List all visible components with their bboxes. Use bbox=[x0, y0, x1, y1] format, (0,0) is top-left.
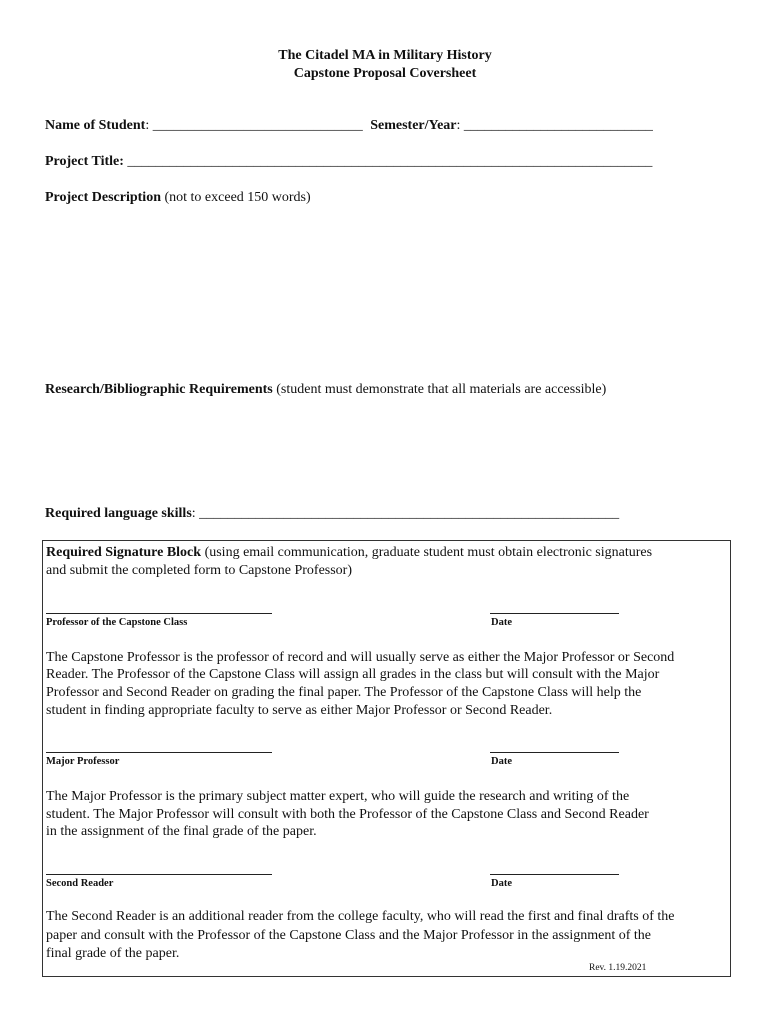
major-professor-signature-line[interactable] bbox=[46, 752, 272, 753]
major-professor-label: Major Professor bbox=[46, 756, 120, 767]
form-title: The Citadel MA in Military History bbox=[278, 48, 492, 63]
student-name-label: Name of Student bbox=[45, 118, 146, 133]
research-requirements-label: Research/Bibliographic Requirements bbox=[45, 382, 273, 397]
capstone-professor-signature-line[interactable] bbox=[46, 613, 272, 614]
semester-year-field[interactable]: : ___________________________ bbox=[456, 118, 653, 133]
capstone-professor-desc-2: Reader. The Professor of the Capstone Class will assign all grades in the class but will consult with the Major bbox=[46, 667, 660, 682]
signature-block-instructions-2: and submit the completed form to Capstone Professor) bbox=[46, 563, 352, 578]
second-reader-label: Second Reader bbox=[46, 878, 114, 889]
language-skills-row bbox=[45, 506, 619, 522]
signature-block bbox=[42, 540, 731, 977]
research-requirements-note: (student must demonstrate that all materials are accessible) bbox=[272, 382, 607, 397]
project-title-label: Project Title: bbox=[45, 154, 124, 169]
second-reader-date-line[interactable] bbox=[490, 874, 619, 875]
project-description-note: (not to exceed 150 words) bbox=[160, 190, 311, 205]
capstone-professor-desc-3: Professor and Second Reader on grading the final paper. The Professor of the Capstone Class will help the bbox=[46, 685, 642, 700]
signature-block-heading-line bbox=[46, 544, 652, 562]
capstone-professor-label: Professor of the Capstone Class bbox=[46, 617, 188, 628]
student-name-field[interactable]: : ______________________________ bbox=[145, 118, 363, 133]
student-name-row bbox=[45, 118, 653, 134]
second-reader-date-label: Date bbox=[491, 878, 512, 889]
second-reader-desc-2: paper and consult with the Professor of the Capstone Class and the Major Professor in the assignment of the bbox=[46, 928, 651, 943]
project-title-row bbox=[45, 154, 652, 170]
capstone-professor-date-line[interactable] bbox=[490, 613, 619, 614]
capstone-professor-date-label: Date bbox=[491, 617, 512, 628]
project-title-field[interactable]: ___________________________________________________________________________ bbox=[123, 154, 653, 169]
second-reader-signature-line[interactable] bbox=[46, 874, 272, 875]
revision-date: Rev. 1.19.2021 bbox=[589, 963, 647, 973]
major-professor-desc-1: The Major Professor is the primary subject matter expert, who will guide the research and writing of the bbox=[46, 789, 630, 804]
capstone-professor-desc-1: The Capstone Professor is the professor of record and will usually serve as either the Major Professor or Second bbox=[46, 650, 675, 665]
signature-block-heading: Required Signature Block bbox=[46, 545, 202, 560]
second-reader-desc-1: The Second Reader is an additional reader from the college faculty, who will read the first and final drafts of the bbox=[46, 909, 675, 924]
project-description-label: Project Description bbox=[45, 190, 161, 205]
major-professor-date-line[interactable] bbox=[490, 752, 619, 753]
form-subtitle: Capstone Proposal Coversheet bbox=[293, 66, 477, 81]
language-skills-label: Required language skills bbox=[45, 506, 192, 521]
second-reader-desc-3: final grade of the paper. bbox=[46, 946, 180, 961]
research-requirements-row bbox=[45, 382, 606, 398]
signature-block-instructions-1: (using email communication, graduate student must obtain electronic signatures bbox=[201, 545, 653, 560]
semester-year-label: Semester/Year bbox=[370, 118, 457, 133]
language-skills-field[interactable]: : ____________________________________________________________ bbox=[191, 506, 620, 521]
project-description-row bbox=[45, 190, 311, 206]
capstone-professor-desc-4: student in finding appropriate faculty to serve as either Major Professor or Second Reader. bbox=[46, 703, 553, 718]
major-professor-date-label: Date bbox=[491, 756, 512, 767]
major-professor-desc-2: student. The Major Professor will consult with both the Professor of the Capstone Class and Second Reader bbox=[46, 807, 649, 822]
major-professor-desc-3: in the assignment of the final grade of the paper. bbox=[46, 824, 317, 839]
